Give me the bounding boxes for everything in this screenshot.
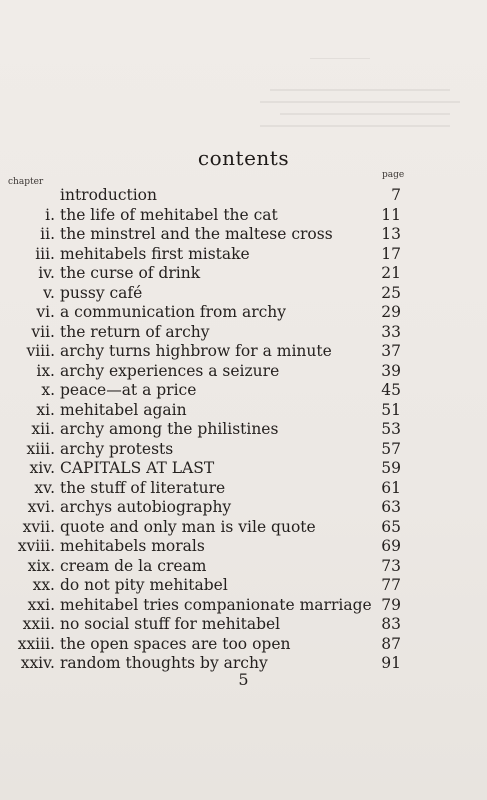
chapter-page-number: 59 (381, 459, 401, 477)
toc-entry (0, 401, 487, 421)
chapter-number: xviii. (17, 537, 55, 555)
toc-entry (0, 284, 487, 304)
chapter-title: archy turns highbrow for a minute (60, 342, 332, 360)
chapter-page-number: 87 (381, 634, 401, 653)
chapter-number: xvi. (27, 498, 55, 516)
chapter-number: xx. (32, 576, 55, 594)
chapter-title: CAPITALS AT LAST (60, 459, 215, 477)
chapter-number: xxiv. (20, 654, 55, 672)
toc-entry (0, 635, 487, 655)
chapter-number: vi. (36, 303, 55, 321)
chapter-page-number: 69 (381, 537, 401, 555)
toc-entry (0, 225, 487, 245)
toc-entry (0, 186, 487, 206)
chapter-title: random thoughts by archy (60, 654, 268, 672)
chapter-title: the return of archy (60, 322, 210, 341)
chapter-number: v. (43, 283, 55, 302)
chapter-title: archy among the philistines (60, 420, 279, 438)
chapter-number: ii. (40, 225, 55, 243)
chapter-number: xii. (31, 420, 55, 438)
chapter-page-number: 61 (381, 478, 401, 497)
chapter-page-number: 25 (381, 283, 401, 302)
chapter-number: xiv. (29, 459, 55, 477)
toc-entry (0, 576, 487, 596)
chapter-page-number: 79 (381, 595, 401, 614)
toc-entry (0, 615, 487, 635)
chapter-number: xv. (34, 478, 55, 497)
toc-entry (0, 245, 487, 265)
chapter-page-number: 33 (381, 322, 401, 341)
toc-entry (0, 557, 487, 577)
chapter-number: xxii. (22, 615, 55, 633)
page-number: 5 (238, 670, 249, 689)
chapter-title: mehitabel again (60, 400, 187, 419)
toc-entry (0, 342, 487, 362)
chapter-page-number: 45 (381, 381, 401, 399)
chapter-title: peace—at a price (60, 381, 197, 399)
page-column-label: page (382, 170, 405, 180)
toc-entry (0, 459, 487, 479)
chapter-page-number: 7 (391, 186, 401, 204)
toc-entry (0, 303, 487, 323)
chapter-page-number: 37 (381, 342, 401, 360)
toc-entry (0, 537, 487, 557)
chapter-number: ix. (36, 361, 55, 380)
chapter-title: mehitabel tries companionate marriage (60, 595, 372, 614)
toc-entry (0, 596, 487, 616)
chapter-page-number: 21 (381, 264, 401, 282)
chapter-title: a communication from archy (60, 303, 287, 321)
chapter-title: cream de la cream (60, 556, 207, 575)
chapter-number: iii. (35, 244, 55, 263)
chapter-page-number: 57 (381, 439, 401, 458)
chapter-page-number: 39 (381, 361, 401, 380)
chapter-title: mehitabels first mistake (60, 244, 250, 263)
chapter-number: xi. (36, 400, 55, 419)
toc-entry (0, 440, 487, 460)
chapter-title: pussy café (60, 283, 143, 302)
table-of-contents (0, 186, 487, 674)
chapter-number: xxiii. (17, 634, 55, 653)
chapter-title: do not pity mehitabel (60, 576, 228, 594)
chapter-title: the minstrel and the maltese cross (60, 225, 333, 243)
chapter-number: xiii. (26, 439, 55, 458)
toc-entry (0, 323, 487, 343)
chapter-number: iv. (38, 264, 55, 282)
chapter-number: viii. (26, 342, 55, 360)
toc-entry (0, 498, 487, 518)
chapter-page-number: 29 (381, 303, 401, 321)
toc-entry (0, 206, 487, 226)
chapter-title: the stuff of literature (60, 478, 226, 497)
chapter-title: the life of mehitabel the cat (60, 205, 278, 224)
chapter-page-number: 91 (381, 654, 401, 672)
toc-entry (0, 264, 487, 284)
chapter-title: no social stuff for mehitabel (60, 615, 281, 633)
chapter-page-number: 63 (381, 498, 401, 516)
chapter-title: archy protests (60, 439, 174, 458)
chapter-page-number: 77 (381, 576, 401, 594)
chapter-title: quote and only man is vile quote (60, 517, 316, 536)
chapter-number: xxi. (27, 595, 55, 614)
chapter-title: the open spaces are too open (60, 634, 291, 653)
chapter-page-number: 13 (381, 225, 401, 243)
chapter-page-number: 65 (381, 517, 401, 536)
chapter-number: i. (45, 205, 55, 224)
toc-entry (0, 479, 487, 499)
chapter-title: archy experiences a seizure (60, 361, 280, 380)
chapter-page-number: 83 (381, 615, 401, 633)
chapter-title: the curse of drink (60, 264, 201, 282)
chapter-title: archys autobiography (60, 498, 232, 516)
toc-entry (0, 362, 487, 382)
chapter-number: x. (41, 381, 55, 399)
toc-entry (0, 518, 487, 538)
page-title: contents (197, 146, 290, 170)
toc-entry (0, 381, 487, 401)
chapter-title: introduction (60, 186, 157, 204)
chapter-page-number: 51 (381, 400, 401, 419)
chapter-page-number: 53 (381, 420, 401, 438)
chapter-number: xix. (27, 556, 55, 575)
chapter-page-number: 73 (381, 556, 401, 575)
chapter-column-label: chapter (8, 177, 44, 187)
chapter-page-number: 17 (381, 244, 401, 263)
toc-entry (0, 420, 487, 440)
chapter-page-number: 11 (381, 205, 401, 224)
chapter-title: mehitabels morals (60, 537, 205, 555)
chapter-number: vii. (31, 322, 55, 341)
chapter-number: xvii. (22, 517, 55, 536)
